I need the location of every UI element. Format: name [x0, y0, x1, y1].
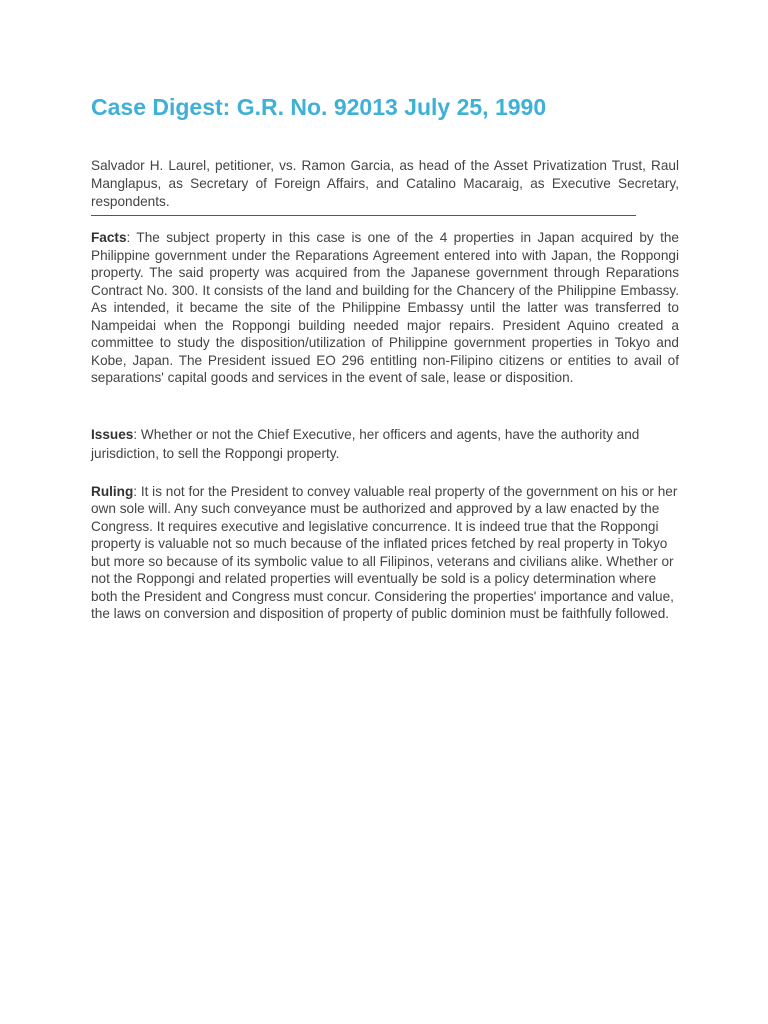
issues-text: : Whether or not the Chief Executive, her officers and agents, have the authority and jurisdiction, to sell the Roppongi property.: [91, 426, 640, 461]
ruling-paragraph: [91, 483, 679, 623]
case-digest-content: [91, 92, 679, 623]
ruling-text: : It is not for the President to convey valuable real property of the government on his or her own sole will. Any such conveyance must be authorized and approved by a law enacted by the Congress. It requires executive and legislative concurrence. It is indeed true that the Roppongi property is valuable not so much because of the inflated prices fetched by real property in Tokyo but more so because of its symbolic value to all Filipinos, veterans and civilians alike. Whether or not the Roppongi and related properties will eventually be sold is a policy determination where both the President and Congress must concur. Considering the properties' importance and value, the laws on conversion and disposition of property of public dominion must be faithfully followed.: [91, 483, 678, 621]
facts-text: : The subject property in this case is one of the 4 properties in Japan acquired by the Philippine government under the Reparations Agreement entered into with Japan, the Roppongi property. The said property was acquired from the Japanese government through Reparations Contract No. 300. It consists of the land and building for the Chancery of the Philippine Embassy. As intended, it became the site of the Philippine Embassy until the latter was transferred to Nampeidai when the Roppongi building needed major repairs. President Aquino created a committee to study the disposition/utilization of Philippine government properties in Tokyo and Kobe, Japan. The President issued EO 296 entitling non-Filipino citizens or entities to avail of separations' capital goods and services in the event of sale, lease or disposition.: [91, 230, 679, 385]
separator-line: [91, 215, 636, 216]
page-title: Case Digest: G.R. No. 92013 July 25, 1990: [91, 94, 547, 120]
ruling-label: Ruling: [91, 483, 134, 499]
issues-label: Issues: [91, 426, 134, 442]
facts-label: Facts: [91, 230, 127, 245]
parties-paragraph: Salvador H. Laurel, petitioner, vs. Ramon Garcia, as head of the Asset Privatization Trust, Raul Manglapus, as Secretary of Foreign Affairs, and Catalino Macaraig, as Executive Secretary, respondents.: [91, 158, 679, 209]
issues-paragraph: [91, 425, 679, 463]
facts-paragraph: [91, 229, 679, 387]
